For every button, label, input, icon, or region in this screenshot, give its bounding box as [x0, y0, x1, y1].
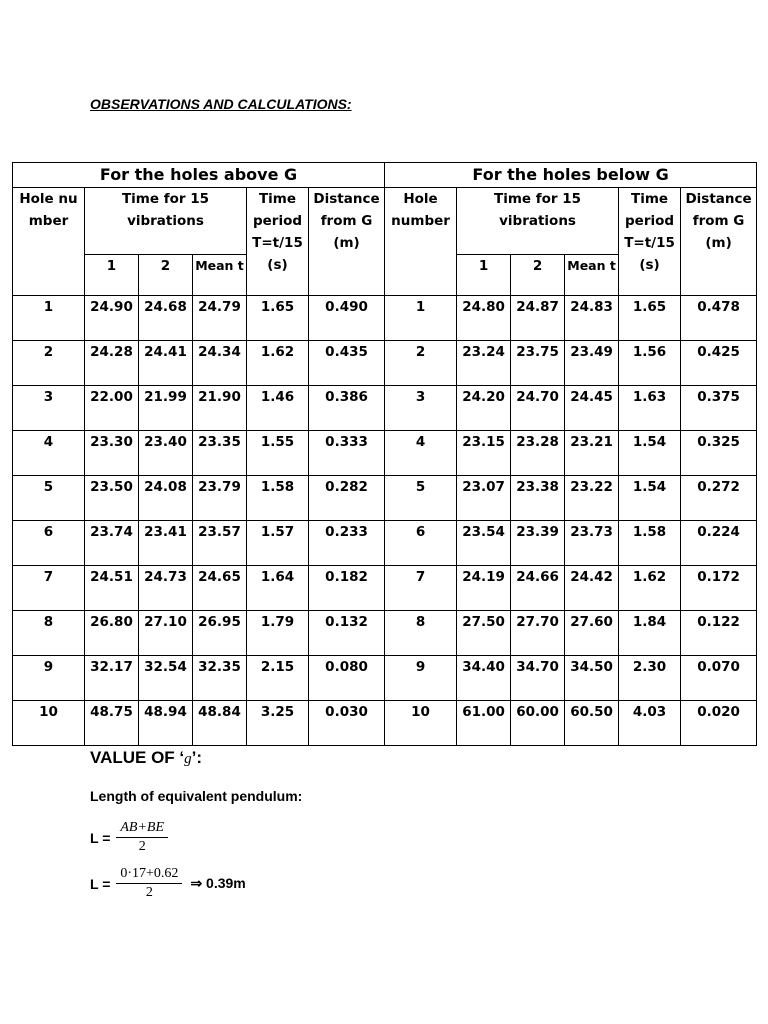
mean-above: 21.90 [193, 386, 247, 431]
period-below: 1.63 [619, 386, 681, 431]
time1-above: 24.90 [85, 296, 139, 341]
time2-below: 23.75 [511, 341, 565, 386]
mean-above: 24.65 [193, 566, 247, 611]
mean-below: 24.45 [565, 386, 619, 431]
equation-2-fraction [116, 866, 182, 901]
distance-above: 0.182 [309, 566, 385, 611]
mean-below: 23.73 [565, 521, 619, 566]
time1-above: 48.75 [85, 701, 139, 746]
time2-above: 21.99 [139, 386, 193, 431]
time1-below: 23.24 [457, 341, 511, 386]
mean-above: 23.79 [193, 476, 247, 521]
col-time-period-above: Time period T=t/15 (s) [247, 188, 309, 296]
hole-cell-below: 5 [385, 476, 457, 521]
time1-above: 23.30 [85, 431, 139, 476]
mean-below: 23.22 [565, 476, 619, 521]
distance-above: 0.080 [309, 656, 385, 701]
period-below: 1.84 [619, 611, 681, 656]
subcol-mean-above: Mean t [193, 255, 247, 296]
time2-above: 23.41 [139, 521, 193, 566]
observation-rows [13, 296, 757, 746]
time2-below: 60.00 [511, 701, 565, 746]
distance-below: 0.325 [681, 431, 757, 476]
mean-below: 23.49 [565, 341, 619, 386]
period-above: 1.55 [247, 431, 309, 476]
period-below: 1.54 [619, 431, 681, 476]
time2-above: 24.41 [139, 341, 193, 386]
equation-1 [90, 820, 168, 855]
distance-below: 0.172 [681, 566, 757, 611]
distance-below: 0.478 [681, 296, 757, 341]
period-above: 3.25 [247, 701, 309, 746]
time1-below: 34.40 [457, 656, 511, 701]
mean-above: 23.57 [193, 521, 247, 566]
time1-above: 22.00 [85, 386, 139, 431]
period-below: 1.62 [619, 566, 681, 611]
distance-above: 0.282 [309, 476, 385, 521]
period-above: 1.79 [247, 611, 309, 656]
time1-below: 24.80 [457, 296, 511, 341]
col-distance-below: Distance from G (m) [681, 188, 757, 296]
table-row [13, 341, 757, 386]
subcol-2-below: 2 [511, 255, 565, 296]
time1-below: 24.20 [457, 386, 511, 431]
period-below: 2.30 [619, 656, 681, 701]
period-below: 1.58 [619, 521, 681, 566]
hole-cell-below: 6 [385, 521, 457, 566]
value-title-pre: VALUE OF ‘ [90, 748, 185, 767]
period-above: 1.46 [247, 386, 309, 431]
hole-cell-below: 9 [385, 656, 457, 701]
distance-below: 0.122 [681, 611, 757, 656]
time1-above: 23.74 [85, 521, 139, 566]
hole-cell-above: 2 [13, 341, 85, 386]
equation-2-result: ⇒ 0.39m [190, 875, 246, 891]
equation-1-denominator: 2 [138, 839, 146, 854]
table-row [13, 656, 757, 701]
hole-cell-above: 3 [13, 386, 85, 431]
hole-cell-above: 7 [13, 566, 85, 611]
time1-above: 23.50 [85, 476, 139, 521]
equation-1-fraction [116, 820, 168, 855]
time2-below: 23.38 [511, 476, 565, 521]
mean-below: 24.42 [565, 566, 619, 611]
equation-2 [90, 866, 246, 901]
table-row [13, 701, 757, 746]
period-above: 1.57 [247, 521, 309, 566]
group-header-above: For the holes above G [13, 163, 385, 188]
mean-above: 26.95 [193, 611, 247, 656]
length-label: Length of equivalent pendulum: [90, 788, 303, 804]
mean-above: 24.34 [193, 341, 247, 386]
distance-above: 0.333 [309, 431, 385, 476]
distance-below: 0.070 [681, 656, 757, 701]
equation-1-lhs: L = [90, 829, 111, 846]
value-title-post: ’: [191, 748, 203, 767]
table-row [13, 476, 757, 521]
col-time-15-above: Time for 15 vibrations [85, 188, 247, 255]
equation-2-lhs: L = [90, 875, 111, 892]
distance-above: 0.386 [309, 386, 385, 431]
distance-above: 0.233 [309, 521, 385, 566]
time2-above: 23.40 [139, 431, 193, 476]
table-row [13, 431, 757, 476]
mean-below: 34.50 [565, 656, 619, 701]
time2-above: 24.73 [139, 566, 193, 611]
hole-cell-below: 4 [385, 431, 457, 476]
distance-above: 0.132 [309, 611, 385, 656]
subcol-1-above: 1 [85, 255, 139, 296]
g-symbol: g [184, 751, 192, 767]
time1-below: 23.07 [457, 476, 511, 521]
table-row [13, 521, 757, 566]
distance-below: 0.375 [681, 386, 757, 431]
period-below: 1.56 [619, 341, 681, 386]
distance-below: 0.425 [681, 341, 757, 386]
distance-above: 0.435 [309, 341, 385, 386]
hole-cell-below: 7 [385, 566, 457, 611]
equation-1-numerator: AB+BE [116, 820, 168, 838]
col-time-15-below: Time for 15 vibrations [457, 188, 619, 255]
time1-above: 26.80 [85, 611, 139, 656]
distance-below: 0.224 [681, 521, 757, 566]
time1-below: 24.19 [457, 566, 511, 611]
period-below: 1.54 [619, 476, 681, 521]
time1-below: 61.00 [457, 701, 511, 746]
value-of-g-title [90, 748, 202, 768]
period-above: 1.62 [247, 341, 309, 386]
col-distance-above: Distance from G (m) [309, 188, 385, 296]
time1-above: 24.28 [85, 341, 139, 386]
table-row [13, 566, 757, 611]
mean-above: 32.35 [193, 656, 247, 701]
observation-table [12, 162, 757, 746]
period-above: 2.15 [247, 656, 309, 701]
section-heading: OBSERVATIONS AND CALCULATIONS: [90, 96, 352, 112]
time2-above: 32.54 [139, 656, 193, 701]
hole-cell-above: 10 [13, 701, 85, 746]
time2-below: 27.70 [511, 611, 565, 656]
distance-above: 0.490 [309, 296, 385, 341]
time2-above: 24.68 [139, 296, 193, 341]
group-header-below: For the holes below G [385, 163, 757, 188]
period-below: 4.03 [619, 701, 681, 746]
table-row [13, 386, 757, 431]
time1-below: 23.54 [457, 521, 511, 566]
mean-below: 23.21 [565, 431, 619, 476]
time1-below: 23.15 [457, 431, 511, 476]
hole-cell-below: 8 [385, 611, 457, 656]
table-row [13, 611, 757, 656]
equation-2-numerator: 0·17+0.62 [116, 866, 182, 884]
col-hole-number-below: Hole number [385, 188, 457, 296]
time2-below: 24.66 [511, 566, 565, 611]
hole-cell-above: 9 [13, 656, 85, 701]
time1-above: 24.51 [85, 566, 139, 611]
time2-below: 34.70 [511, 656, 565, 701]
distance-below: 0.020 [681, 701, 757, 746]
time2-above: 24.08 [139, 476, 193, 521]
mean-above: 24.79 [193, 296, 247, 341]
hole-cell-above: 4 [13, 431, 85, 476]
period-above: 1.58 [247, 476, 309, 521]
time2-below: 23.28 [511, 431, 565, 476]
mean-below: 24.83 [565, 296, 619, 341]
subcol-2-above: 2 [139, 255, 193, 296]
distance-below: 0.272 [681, 476, 757, 521]
distance-above: 0.030 [309, 701, 385, 746]
table-row [13, 296, 757, 341]
time2-below: 23.39 [511, 521, 565, 566]
subcol-mean-below: Mean t [565, 255, 619, 296]
col-hole-number-above: Hole number [13, 188, 85, 296]
mean-above: 23.35 [193, 431, 247, 476]
time2-below: 24.70 [511, 386, 565, 431]
equation-2-denominator: 2 [145, 885, 153, 900]
hole-cell-above: 6 [13, 521, 85, 566]
time2-above: 48.94 [139, 701, 193, 746]
time1-above: 32.17 [85, 656, 139, 701]
mean-below: 60.50 [565, 701, 619, 746]
period-above: 1.65 [247, 296, 309, 341]
period-below: 1.65 [619, 296, 681, 341]
col-time-period-below: Time period T=t/15 (s) [619, 188, 681, 296]
time2-below: 24.87 [511, 296, 565, 341]
hole-cell-below: 2 [385, 341, 457, 386]
hole-cell-below: 3 [385, 386, 457, 431]
period-above: 1.64 [247, 566, 309, 611]
hole-cell-above: 8 [13, 611, 85, 656]
mean-below: 27.60 [565, 611, 619, 656]
subcol-1-below: 1 [457, 255, 511, 296]
hole-cell-below: 1 [385, 296, 457, 341]
time1-below: 27.50 [457, 611, 511, 656]
hole-cell-above: 5 [13, 476, 85, 521]
mean-above: 48.84 [193, 701, 247, 746]
time2-above: 27.10 [139, 611, 193, 656]
hole-cell-below: 10 [385, 701, 457, 746]
hole-cell-above: 1 [13, 296, 85, 341]
